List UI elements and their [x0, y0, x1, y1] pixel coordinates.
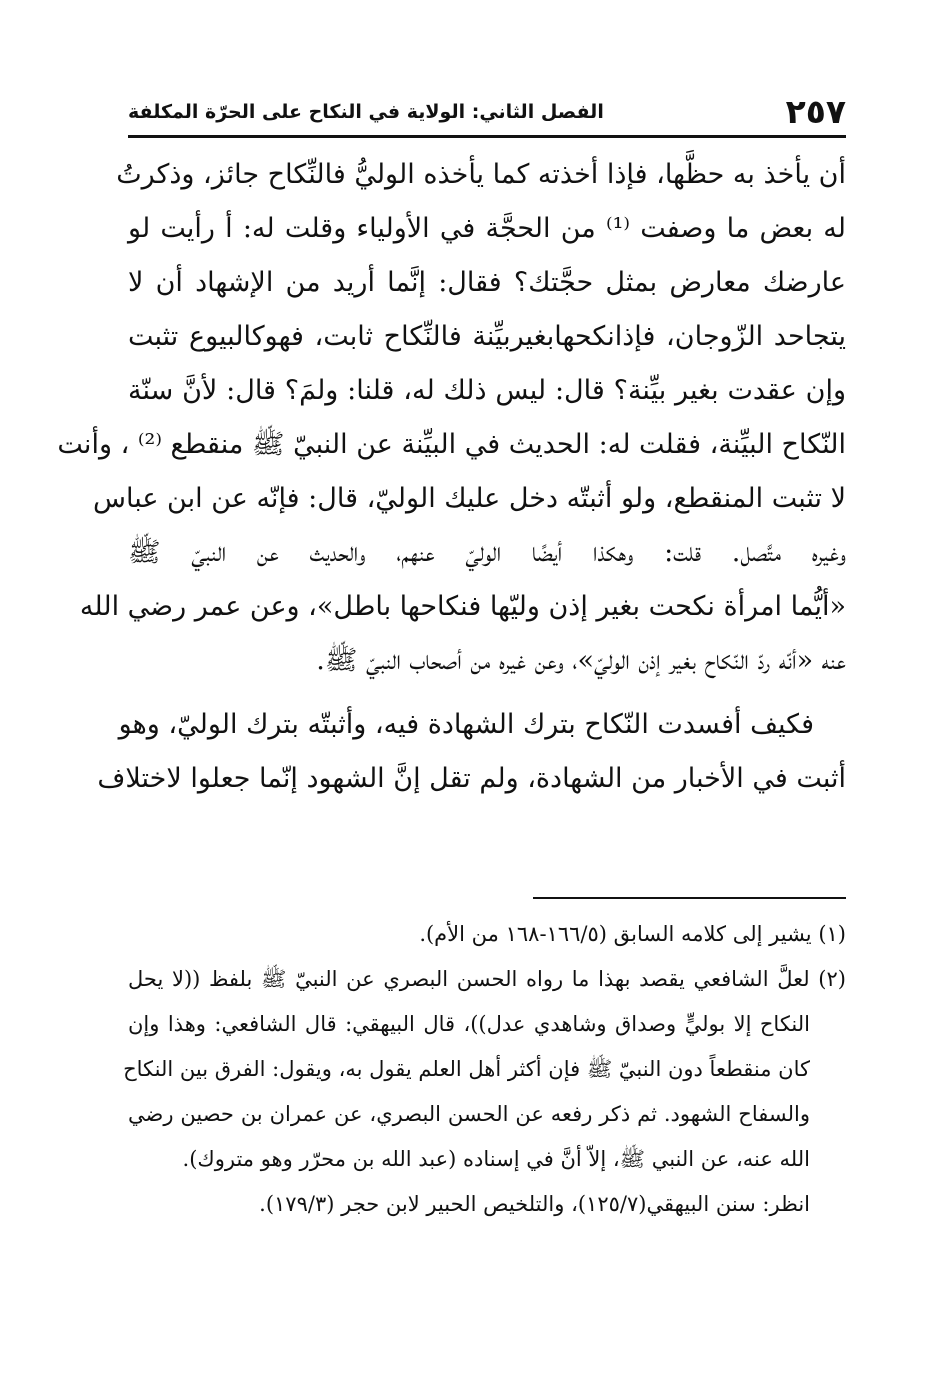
footnote-1: (١) يشير إلى كلامه السابق (١٦٦/٥-١٦٨ من الأم). [419, 922, 846, 946]
text-line: له بعض ما وصفت ⁽¹⁾ من الحجَّة في الأولياء وقلت له: أ رأيت لو [128, 213, 846, 244]
running-head: الفصل الثاني: الولاية في النكاح على الحرّة المكلفة [128, 101, 604, 123]
header-rule [128, 135, 846, 138]
text-line: أن يأخذ به حظَّها، فإذا أخذته كما يأخذه الوليُّ فالنِّكاح جائز، وذكرتُ [116, 159, 846, 190]
text-line: لا تثبت المنقطع، ولو أثبتّه دخل عليك الوليّ، قال: فإنّه عن ابن عباس [93, 483, 846, 514]
text-line: وإن عقدت بغير بيِّنة؟ قال: ليس ذلك له، قلنا: ولمَ؟ قال: لأنَّ سنّة [128, 375, 846, 406]
footnote-rule [533, 897, 846, 899]
text-line: النّكاح البيِّنة، فقلت له: الحديث في البيِّنة عن النبيّ ﷺ منقطع ⁽²⁾ ، وأنت [57, 429, 846, 460]
page-number: ٢٥٧ [785, 92, 846, 131]
page-header [128, 90, 846, 134]
paragraph-start-line: فكيف أفسدت النّكاح بترك الشهادة فيه، وأثبتّه بترك الوليّ، وهو [118, 709, 814, 740]
text-line: يتجاحد الزّوجان، فإذانكحهابغيربيِّنة فالنِّكاح ثابت، فهوكالبيوع تثبت [128, 321, 846, 352]
text-line: وغيره متَّصل. قلت: وهكذا أيضًا الوليّ عنهم، والحديث عن النبيّ ﷺ [128, 537, 846, 568]
text-line: عنه «أنّه ردّ النّكاح بغير إذن الوليّ»، وعن غيره من أصحاب النبيّ ﷺ. [316, 645, 846, 676]
footnotes [123, 912, 846, 1227]
footnote-2-reference: انظر: سنن البيهقي(١٢٥/٧)، والتلخيص الحبير لابن حجر (١٧٩/٣). [259, 1192, 810, 1216]
text-line: أثبت في الأخبار من الشهادة، ولم تقل إنَّ الشهود إنّما جعلوا لاختلاف [97, 763, 846, 794]
footnote-2-line: كان منقطعاً دون النبيّ ﷺ فإن أكثر أهل العلم يقول به، ويقول: الفرق بين النكاح [123, 1057, 810, 1081]
main-text [57, 148, 846, 806]
footnote-2-line: النكاح إلا بوليٍّ وصداق وشاهدي عدل))، قال البيهقي: قال الشافعي: وهذا وإن [128, 1012, 811, 1036]
text-line: عارضك معارض بمثل حجَّتك؟ فقال: إنَّما أريد من الإشهاد أن لا [128, 267, 846, 298]
footnote-2-line: الله عنه، عن النبي ﷺ، إلاّ أنَّ في إسناده (عبد الله بن محرّر وهو متروك). [182, 1147, 810, 1171]
footnote-2-line: والسفاح الشهود. ثم ذكر رفعه عن الحسن البصري، عن عمران بن حصين رضي [128, 1102, 810, 1126]
text-line: «أيُّما امرأة نكحت بغير إذن وليّها فنكاحها باطل»، وعن عمر رضي الله [79, 591, 846, 622]
footnote-2: (٢) لعلَّ الشافعي يقصد بهذا ما رواه الحسن البصري عن النبيّ ﷺ بلفظ ((لا يحل [128, 967, 846, 991]
